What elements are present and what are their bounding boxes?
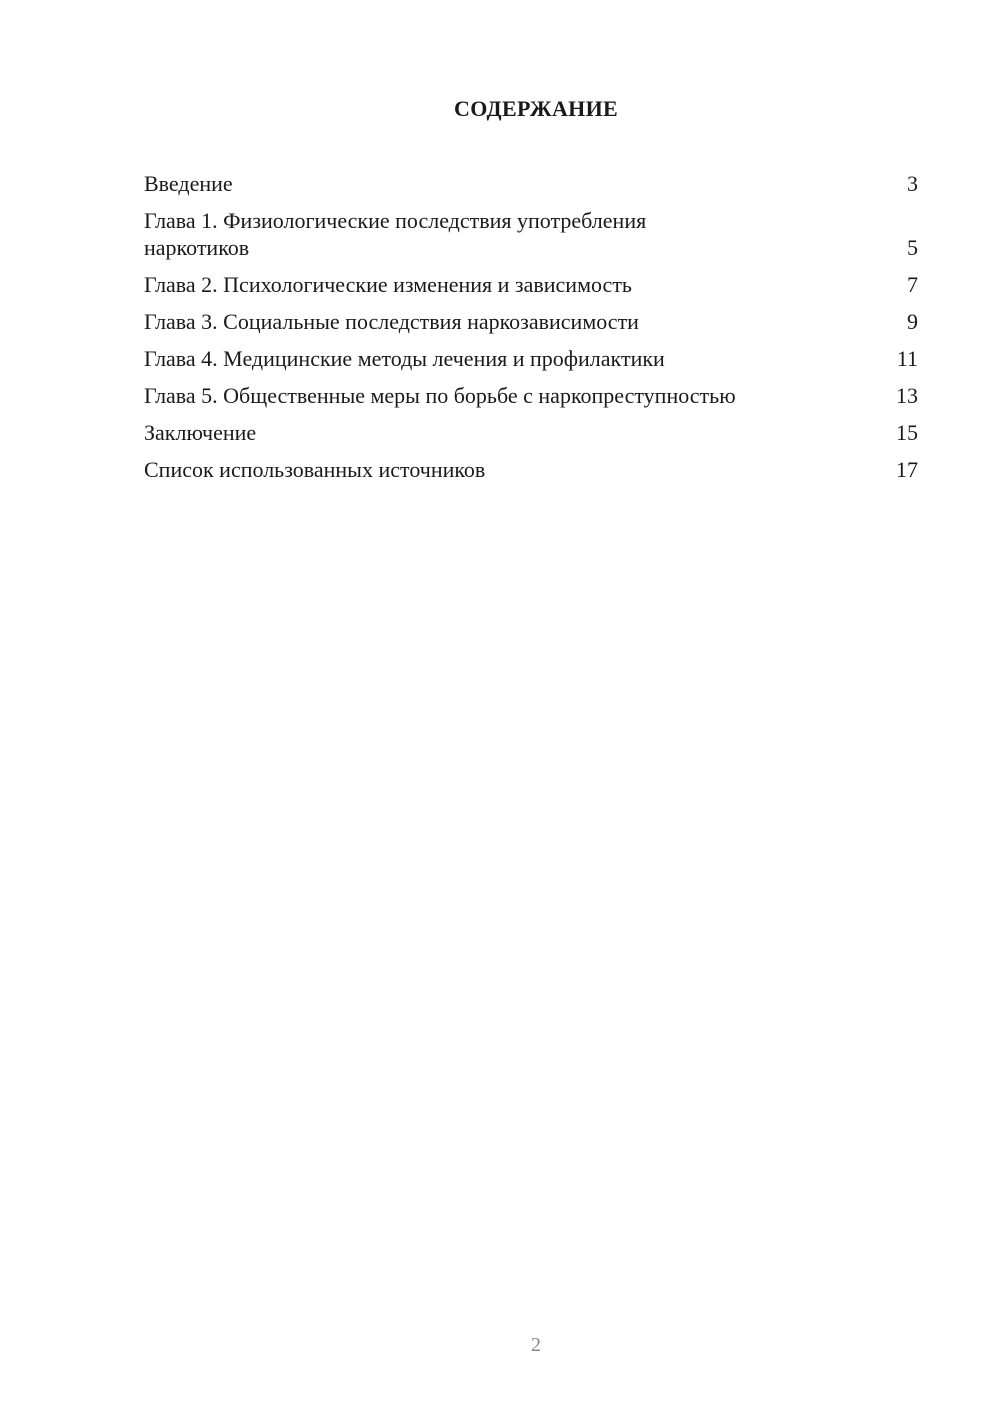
toc-entry-label: Заключение xyxy=(144,420,257,445)
table-of-contents xyxy=(144,170,918,493)
page-title: СОДЕРЖАНИЕ xyxy=(454,96,618,121)
toc-entry-label: Глава 2. Психологические изменения и зависимость xyxy=(144,272,632,297)
toc-entry-page: 15 xyxy=(896,420,918,445)
toc-entry-label: Глава 3. Социальные последствия наркозависимости xyxy=(144,309,639,334)
toc-entry-references xyxy=(144,456,918,483)
toc-entry-page: 7 xyxy=(907,272,918,297)
toc-entry-label: Глава 5. Общественные меры по борьбе с наркопреступностью xyxy=(144,383,736,408)
toc-entry-page: 17 xyxy=(896,457,918,482)
page-number: 2 xyxy=(531,1334,541,1356)
toc-entry-label: Список использованных источников xyxy=(144,457,486,482)
toc-entry-page: 3 xyxy=(907,171,918,196)
toc-entry-conclusion xyxy=(144,419,918,446)
toc-entry-page: 11 xyxy=(896,346,918,371)
toc-entry-chapter-4 xyxy=(144,345,918,372)
toc-entry-chapter-2 xyxy=(144,271,918,298)
toc-entry-chapter-3 xyxy=(144,308,918,335)
toc-entry-page: 5 xyxy=(907,235,918,260)
toc-entry-chapter-1 xyxy=(144,207,918,261)
toc-entry-label: Введение xyxy=(144,171,233,196)
toc-entry-chapter-5 xyxy=(144,382,918,409)
toc-entry-label: Глава 4. Медицинские методы лечения и профилактики xyxy=(144,346,665,371)
toc-entry-introduction xyxy=(144,170,918,197)
toc-entry-label: Глава 1. Физиологические последствия употребления наркотиков xyxy=(144,208,647,260)
toc-entry-page: 13 xyxy=(896,383,918,408)
toc-entry-page: 9 xyxy=(907,309,918,334)
